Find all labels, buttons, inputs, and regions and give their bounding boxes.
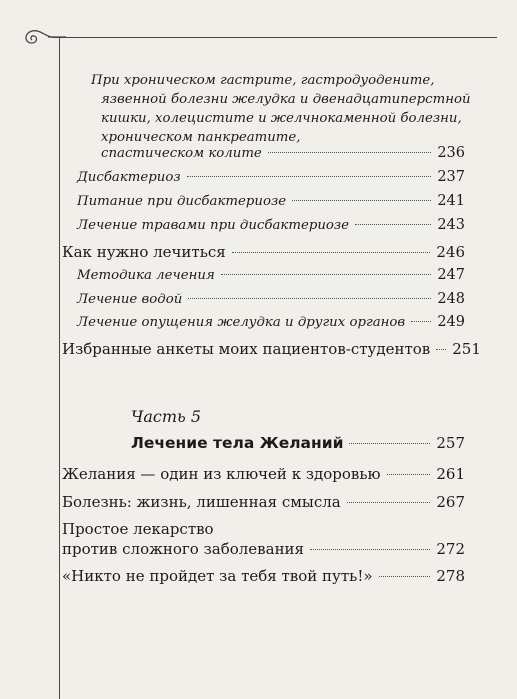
toc-page-number: 237: [437, 169, 465, 185]
toc-entry-title: Питание при дисбактериозе: [77, 194, 287, 209]
toc-page-number: 247: [437, 267, 465, 283]
toc-entry-method: [77, 267, 465, 283]
toc-leader-dots: [379, 576, 431, 577]
toc-leader-dots: [347, 502, 431, 503]
toc-page-number: 241: [437, 193, 465, 209]
toc-leader-dots: [188, 298, 431, 299]
toc-entry-title: Лечение водой: [77, 292, 183, 307]
toc-entry-how-to-treat: [62, 243, 465, 261]
toc-entry-part-title: [131, 434, 465, 452]
toc-entry-title: Желания — один из ключей к здоровью: [62, 465, 381, 483]
toc-leader-dots: [232, 252, 431, 253]
toc-entry-dysbacteriosis: [77, 169, 465, 185]
toc-entry-gastritis: [91, 71, 471, 147]
toc-entry-title: Лечение травами при дисбактериозе: [77, 218, 350, 233]
toc-entry-line: язвенной болезни желудка и двенадцатиперстной: [101, 92, 471, 107]
toc-entry-remedy-line2: [62, 540, 465, 558]
toc-entry-line: При хроническом гастрите, гастродуодените,: [91, 73, 435, 88]
toc-entry-illness: [62, 493, 465, 511]
toc-page-number: 267: [436, 493, 465, 511]
toc-leader-dots: [310, 549, 430, 550]
toc-entry-water: [77, 291, 465, 307]
toc-leader-dots: [292, 200, 431, 201]
toc-entry-line: кишки, холецистите и желчнокаменной болезни,: [101, 111, 462, 126]
toc-entry-gastritis-last: [101, 145, 465, 161]
toc-page-number: 257: [436, 434, 465, 452]
toc-entry-herbal: [77, 217, 465, 233]
toc-entry-title: Методика лечения: [77, 268, 215, 283]
toc-entry-nutrition: [77, 193, 465, 209]
toc-entry-title: Лечение опущения желудка и других органов: [77, 315, 406, 330]
toc-leader-dots: [355, 224, 431, 225]
toc-leader-dots: [411, 321, 431, 322]
toc-leader-dots: [349, 443, 430, 444]
toc-entry-title: «Никто не пройдет за тебя твой путь!»: [62, 567, 373, 585]
toc-page-number: 272: [436, 540, 465, 558]
part-title: Лечение тела Желаний: [131, 434, 344, 452]
toc-page-number: 243: [437, 217, 465, 233]
toc-page-number: 236: [437, 145, 465, 161]
toc-entry-line: хроническом панкреатите,: [101, 130, 301, 145]
toc-entry-desires: [62, 465, 465, 483]
toc-entry-title: против сложного заболевания: [62, 540, 305, 558]
toc-page-number: 278: [436, 567, 465, 585]
toc-entry-title: спастическом колите: [101, 146, 262, 161]
toc-page-number: 246: [436, 243, 465, 261]
toc-leader-dots: [187, 176, 432, 177]
part-label: Часть 5: [131, 407, 202, 426]
toc-entry-prolapse: [77, 314, 465, 330]
frame-left-rule: [59, 37, 60, 699]
toc-entry-questionnaires: [62, 340, 481, 358]
toc-leader-dots: [436, 349, 446, 350]
toc-entry-title: Простое лекарство: [62, 520, 214, 538]
toc-page-number: 251: [452, 340, 481, 358]
toc-entry-remedy-line1: [62, 520, 465, 538]
frame-top-rule: [52, 37, 497, 38]
toc-page-number: 249: [437, 314, 465, 330]
toc-entry-title: Как нужно лечиться: [62, 243, 226, 261]
toc-entry-path: [62, 567, 465, 585]
toc-page-number: 248: [437, 291, 465, 307]
toc-entry-title: Избранные анкеты моих пациентов-студентов: [62, 340, 431, 358]
toc-leader-dots: [221, 274, 432, 275]
toc-entry-title: Дисбактериоз: [77, 170, 181, 185]
toc-leader-dots: [387, 474, 431, 475]
toc-page-number: 261: [436, 465, 465, 483]
toc-entry-title: Болезнь: жизнь, лишенная смысла: [62, 493, 341, 511]
toc-leader-dots: [268, 152, 432, 153]
